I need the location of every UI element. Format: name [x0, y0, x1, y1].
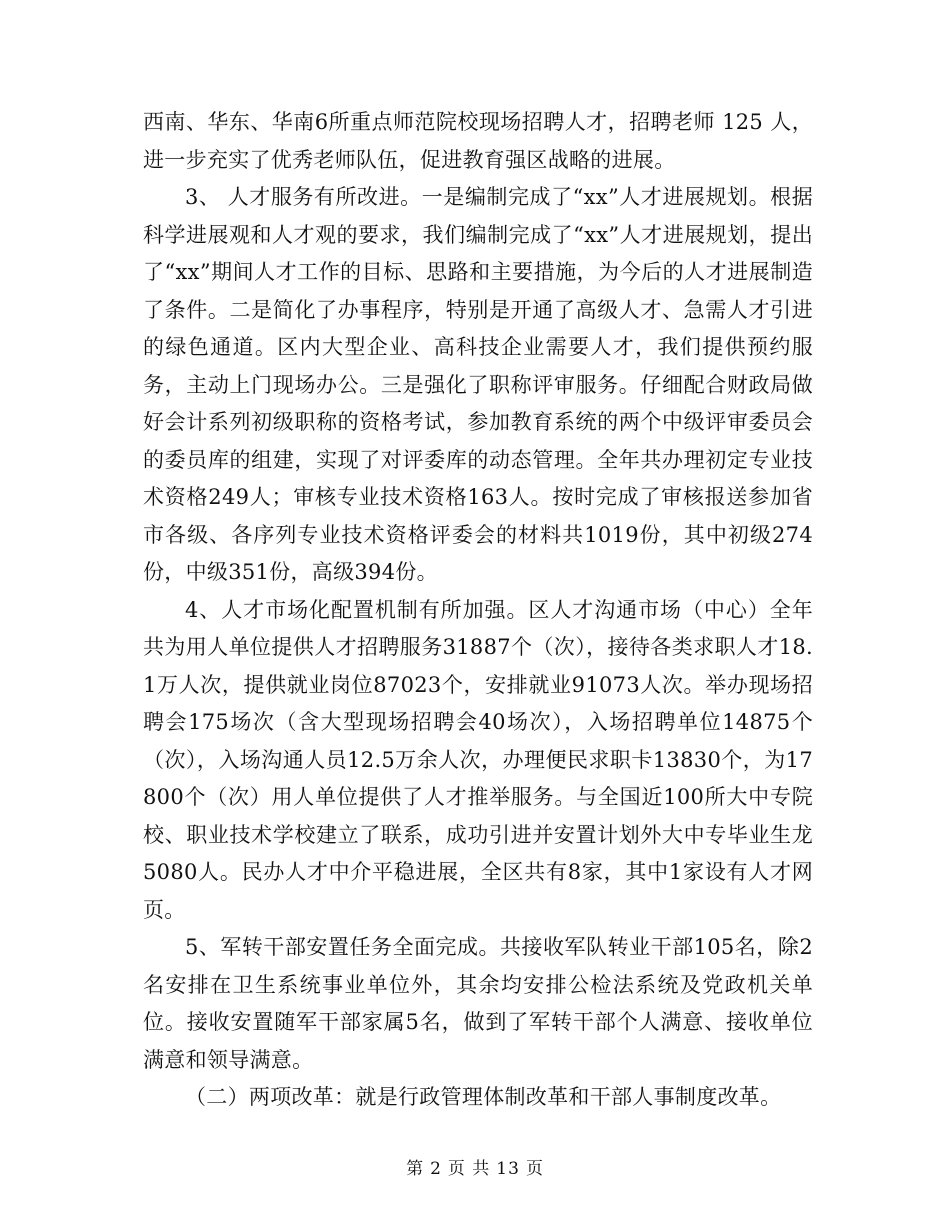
- footer-prefix: 第: [406, 1159, 425, 1179]
- page-footer: [0, 1154, 950, 1179]
- footer-total-pages: 13: [496, 1159, 520, 1179]
- paragraph-two-reforms: （二）两项改革：就是行政管理体制改革和干部人事制度改革。: [185, 1085, 782, 1109]
- footer-mid: 页 共: [447, 1159, 491, 1179]
- document-body: [143, 104, 813, 1117]
- paragraph-military-cadres: 5、军转干部安置任务全面完成。共接收军队转业干部105名，除2名安排在卫生系统事业单位外，其余均安排公检法系统及党政机关单位。接收安置随军干部家属5名，做到了军转干部个人满意、接收单位满意和领导满意。: [143, 935, 813, 1072]
- footer-suffix: 页: [525, 1159, 544, 1179]
- paragraph-continuation: 西南、华东、华南6所重点师范院校现场招聘人才，招聘老师 125 人，进一步充实了优秀老师队伍，促进教育强区战略的进展。: [143, 110, 813, 172]
- paragraph-talent-service: 3、 人才服务有所改进。一是编制完成了“xx”人才进展规划。根据科学进展观和人才观的要求，我们编制完成了“xx”人才进展规划，提出了“xx”期间人才工作的目标、思路和主要措施，为今后的人才进展制造了条件。二是简化了办事程序，特别是开通了高级人才、急需人才引进的绿色通道。区内大型企业、高科技企业需要人才，我们提供预约服务，主动上门现场办公。三是强化了职称评审服务。仔细配合财政局做好会计系列初级职称的资格考试，参加教育系统的两个中级评审委员会的委员库的组建，实现了对评委库的动态管理。全年共办理初定专业技术资格249人；审核专业技术资格163人。按时完成了审核报送参加省市各级、各序列专业技术资格评委会的材料共1019份，其中初级274份，中级351份，高级394份。: [143, 185, 813, 584]
- paragraph-talent-market: 4、人才市场化配置机制有所加强。区人才沟通市场（中心）全年共为用人单位提供人才招聘服务31887个（次），接待各类求职人才18.1万人次，提供就业岗位87023个，安排就业91073人次。举办现场招聘会175场次（含大型现场招聘会40场次），入场招聘单位14875个（次），入场沟通人员12.5万余人次，办理便民求职卡13830个，为17800个（次）用人单位提供了人才推举服务。与全国近100所大中专院校、职业技术学校建立了联系，成功引进并安置计划外大中专毕业生龙5080人。民办人才中介平稳进展，全区共有8家，其中1家设有人才网页。: [143, 597, 813, 922]
- footer-page-number: 2: [430, 1159, 442, 1179]
